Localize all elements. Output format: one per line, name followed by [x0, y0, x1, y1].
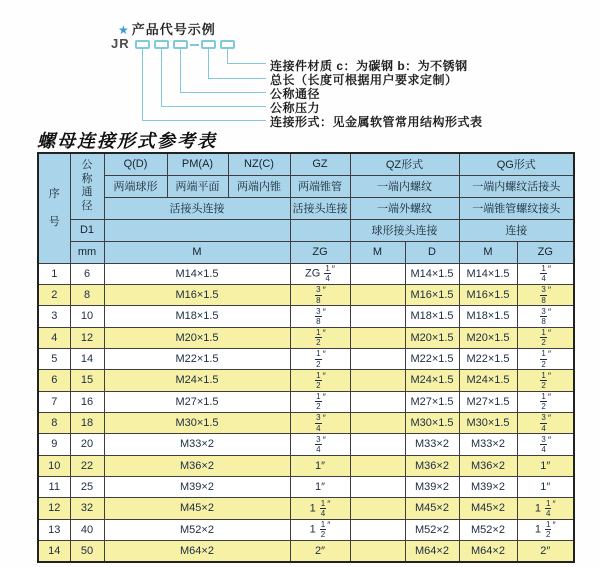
m-cell: M64×2 [104, 540, 290, 562]
m-cell: M16×1.5 [104, 284, 290, 305]
qz-m-cell [350, 370, 405, 391]
seq-cell: 7 [38, 391, 70, 412]
dn-cell: 22 [70, 455, 104, 476]
qg-m-cell: M30×1.5 [459, 412, 517, 433]
table-row [38, 455, 574, 476]
m-cell: M45×2 [104, 498, 290, 519]
header-col-qg: QG形式 [459, 153, 574, 175]
seq-cell: 11 [38, 476, 70, 497]
m-cell: M14×1.5 [104, 263, 290, 284]
qz-m-cell [350, 412, 405, 433]
inch-mark: ″ [322, 349, 326, 360]
header-empty [290, 219, 350, 241]
dn-cell: 20 [70, 434, 104, 455]
connector-line [180, 92, 266, 93]
star-icon: ★ [118, 23, 130, 37]
zg-cell [290, 434, 350, 455]
table-row [38, 327, 574, 348]
qz-d-cell: M27×1.5 [405, 391, 459, 412]
zg-cell: 1 $\frac{1}{2}$ ″ [290, 519, 350, 540]
qz-d-cell: M14×1.5 [405, 263, 459, 284]
qg-m-cell: M20×1.5 [459, 327, 517, 348]
zg-cell [290, 348, 350, 369]
dn-cell: 18 [70, 412, 104, 433]
fraction-value: $\frac{1}{2}$ [316, 370, 321, 390]
fraction-value: $\frac{3}{8}$ [316, 306, 321, 326]
fraction-value: $\frac{1}{2}$ [316, 349, 321, 369]
header-qg-m: M [459, 241, 517, 263]
seq-cell: 4 [38, 327, 70, 348]
m-cell: M27×1.5 [104, 391, 290, 412]
dn-cell: 14 [70, 348, 104, 369]
table-header [38, 153, 574, 263]
dn-cell: 12 [70, 327, 104, 348]
fraction-value: $\frac{3}{4}$ [316, 413, 321, 433]
inch-mark: ″ [322, 434, 326, 445]
qg-zg-cell [517, 434, 574, 455]
fraction-value: $\frac{1}{4}$ [320, 498, 326, 518]
inch-mark: ″ [552, 498, 556, 509]
code-box-5 [220, 40, 235, 49]
table-row [38, 284, 574, 305]
fraction-value: $\frac{3}{4}$ [316, 434, 321, 454]
qg-m-cell: M22×1.5 [459, 348, 517, 369]
seq-cell: 1 [38, 263, 70, 284]
fraction-value: $\frac{1}{4}$ [541, 263, 546, 284]
fraction-value: $\frac{3}{8}$ [541, 285, 546, 305]
header-pm-sub: 两端平面 [167, 175, 228, 197]
table-row [38, 412, 574, 433]
header-zg: ZG [290, 241, 350, 263]
qg-zg-cell [517, 263, 574, 284]
seq-cell: 6 [38, 370, 70, 391]
table-body [38, 263, 574, 562]
m-cell: M52×2 [104, 519, 290, 540]
qg-zg-cell [517, 412, 574, 433]
qz-m-cell [350, 263, 405, 284]
qz-d-cell: M18×1.5 [405, 306, 459, 327]
zg-cell [290, 412, 350, 433]
table-row [38, 434, 574, 455]
diagram-heading-text: 产品代号示例 [131, 22, 216, 37]
m-cell: M36×2 [104, 455, 290, 476]
fraction-value: $\frac{1}{2}$ [316, 328, 321, 348]
qg-zg-cell: 1 $\frac{1}{2}$ ″ [517, 519, 574, 540]
code-box-1 [135, 40, 150, 49]
connector-line [142, 49, 143, 120]
fraction-value: $\frac{1}{2}$ [316, 392, 321, 412]
inch-mark: ″ [327, 520, 331, 531]
fraction-value: $\frac{1}{2}$ [541, 349, 546, 369]
header-qz-m: M [350, 241, 405, 263]
zg-cell: 1 $\frac{1}{4}$ ″ [290, 498, 350, 519]
dn-cell: 25 [70, 476, 104, 497]
inch-mark: ″ [547, 349, 552, 360]
zg-cell [290, 370, 350, 391]
table-row [38, 306, 574, 327]
zg-cell [290, 284, 350, 305]
table-title: 螺母连接形式参考表 [37, 131, 217, 151]
qz-d-cell: M30×1.5 [405, 412, 459, 433]
dn-cell: 15 [70, 370, 104, 391]
qg-zg-cell [517, 306, 574, 327]
qg-m-cell: M27×1.5 [459, 391, 517, 412]
header-union-conn: 活接头连接 [104, 197, 290, 219]
qg-zg-cell [517, 391, 574, 412]
qz-d-cell: M52×2 [405, 519, 459, 540]
header-qz-sub1: 一端内螺纹 [350, 175, 459, 197]
m-cell: M33×2 [104, 434, 290, 455]
qz-d-cell: M22×1.5 [405, 348, 459, 369]
header-nz-sub: 两端内锥 [228, 175, 290, 197]
qg-m-cell: M45×2 [459, 498, 517, 519]
fraction-value: $\frac{3}{4}$ [541, 413, 546, 433]
qz-d-cell: M36×2 [405, 455, 459, 476]
header-qg-conn: 连接 [459, 219, 574, 241]
qg-m-cell: M39×2 [459, 476, 517, 497]
zg-cell: ZG $\frac{1}{4}$ ″ [290, 263, 350, 284]
code-label-length: 总长（长度可根据用户要求定制） [270, 73, 458, 87]
qz-d-cell: M20×1.5 [405, 327, 459, 348]
code-box-3 [173, 40, 188, 49]
table-row [38, 540, 574, 562]
zg-cell: 2″ [290, 540, 350, 562]
qz-m-cell [350, 540, 405, 562]
code-label-diameter: 公称通径 [270, 87, 321, 101]
header-gz-conn: 活接头连接 [290, 197, 350, 219]
fraction-value: $\frac{3}{4}$ [541, 434, 546, 454]
qz-m-cell [350, 306, 405, 327]
inch-mark: ″ [322, 413, 326, 424]
connector-line [161, 106, 266, 107]
connector-line [161, 49, 162, 106]
qz-m-cell [350, 391, 405, 412]
seq-cell: 3 [38, 306, 70, 327]
header-col-q: Q(D) [104, 153, 167, 175]
fraction-value: $\frac{1}{4}$ [546, 498, 551, 518]
inch-mark: ″ [547, 392, 552, 403]
qg-m-cell: M36×2 [459, 455, 517, 476]
inch-mark: ″ [547, 413, 552, 424]
code-label-connection: 连接形式：见金属软管常用结构形式表 [270, 115, 483, 129]
m-cell: M24×1.5 [104, 370, 290, 391]
fraction-value: $\frac{3}{8}$ [316, 285, 321, 305]
connector-line [208, 49, 209, 78]
seq-cell: 13 [38, 519, 70, 540]
header-qg-zg: ZG [517, 241, 574, 263]
dn-cell: 50 [70, 540, 104, 562]
qg-m-cell: M33×2 [459, 434, 517, 455]
inch-mark: ″ [547, 370, 552, 381]
m-cell: M18×1.5 [104, 306, 290, 327]
inch-mark: ″ [547, 306, 552, 317]
m-cell: M22×1.5 [104, 348, 290, 369]
header-qz-conn: 球形接头连接 [350, 219, 459, 241]
connector-line [208, 78, 266, 79]
header-col-gz: GZ [290, 153, 350, 175]
inch-mark: ″ [552, 520, 556, 531]
header-gz-sub: 两端锥管 [290, 175, 350, 197]
qg-zg-cell: 2″ [517, 540, 574, 562]
inch-mark: ″ [327, 498, 331, 509]
header-qz-d: D [405, 241, 459, 263]
code-box-2 [154, 40, 169, 49]
code-label-material: 连接件材质 c：为碳钢 b：为不锈钢 [270, 59, 468, 73]
fraction-value: $\frac{1}{2}$ [320, 520, 326, 540]
qg-m-cell: M24×1.5 [459, 370, 517, 391]
qg-zg-cell [517, 327, 574, 348]
qg-zg-cell: 1″ [517, 455, 574, 476]
fraction-value: $\frac{1}{2}$ [541, 328, 546, 348]
qz-m-cell [350, 434, 405, 455]
table-row [38, 348, 574, 369]
zg-cell: 1″ [290, 455, 350, 476]
dn-cell: 40 [70, 519, 104, 540]
qz-m-cell [350, 476, 405, 497]
connector-line [142, 120, 266, 121]
header-qz-sub2: 一端外螺纹 [350, 197, 459, 219]
qz-d-cell: M39×2 [405, 476, 459, 497]
table-row [38, 476, 574, 497]
seq-cell: 2 [38, 284, 70, 305]
dn-cell: 10 [70, 306, 104, 327]
qg-m-cell: M16×1.5 [459, 284, 517, 305]
dn-cell: 16 [70, 391, 104, 412]
table-row [38, 498, 574, 519]
code-box-4 [201, 40, 216, 49]
zg-cell [290, 306, 350, 327]
header-col-qz: QZ形式 [350, 153, 459, 175]
table-row [38, 370, 574, 391]
inch-mark: ″ [547, 285, 552, 296]
header-col-pm: PM(A) [167, 153, 228, 175]
seq-cell: 14 [38, 540, 70, 562]
qz-m-cell [350, 327, 405, 348]
qz-m-cell [350, 348, 405, 369]
qg-m-cell: M64×2 [459, 540, 517, 562]
header-mm: mm [70, 241, 104, 263]
qz-d-cell: M64×2 [405, 540, 459, 562]
qz-d-cell: M24×1.5 [405, 370, 459, 391]
connector-line [180, 49, 181, 92]
fraction-value: $\frac{1}{4}$ [325, 263, 330, 284]
zg-cell: 1″ [290, 476, 350, 497]
dn-cell: 32 [70, 498, 104, 519]
header-qg-sub1: 一端内螺纹活接头 [459, 175, 574, 197]
qg-m-cell: M52×2 [459, 519, 517, 540]
qz-d-cell: M16×1.5 [405, 284, 459, 305]
header-d1: D1 [70, 219, 104, 241]
header-qg-sub2: 一端锥管螺纹接头 [459, 197, 574, 219]
connector-line [227, 49, 228, 63]
inch-mark: ″ [322, 370, 326, 381]
fraction-value: $\frac{1}{2}$ [541, 370, 546, 390]
connector-line [227, 63, 266, 64]
table-row [38, 519, 574, 540]
header-dn: 公称通径 [70, 153, 104, 219]
code-prefix: JR [111, 36, 130, 51]
qz-m-cell [350, 498, 405, 519]
qz-m-cell [350, 284, 405, 305]
qg-zg-cell: 1 $\frac{1}{4}$ ″ [517, 498, 574, 519]
code-dash [190, 44, 199, 46]
qg-zg-cell [517, 348, 574, 369]
fraction-value: $\frac{1}{2}$ [546, 520, 551, 540]
m-cell: M20×1.5 [104, 327, 290, 348]
zg-cell [290, 391, 350, 412]
inch-mark: ″ [322, 328, 326, 339]
nut-connection-table [37, 152, 575, 563]
seq-cell: 8 [38, 412, 70, 433]
qz-d-cell: M45×2 [405, 498, 459, 519]
qg-zg-cell: 1″ [517, 476, 574, 497]
m-cell: M30×1.5 [104, 412, 290, 433]
dn-cell: 8 [70, 284, 104, 305]
qg-zg-cell [517, 370, 574, 391]
header-m: M [104, 241, 290, 263]
code-label-pressure: 公称压力 [270, 101, 321, 115]
table-row [38, 391, 574, 412]
qg-m-cell: M18×1.5 [459, 306, 517, 327]
header-seq: 序号 [38, 153, 70, 263]
inch-mark: ″ [547, 434, 552, 445]
header-q-sub: 两端球形 [104, 175, 167, 197]
inch-mark: ″ [322, 392, 326, 403]
qz-m-cell [350, 519, 405, 540]
seq-cell: 12 [38, 498, 70, 519]
m-cell: M39×2 [104, 476, 290, 497]
seq-cell: 10 [38, 455, 70, 476]
fraction-value: $\frac{1}{2}$ [541, 392, 546, 412]
inch-mark: ″ [322, 306, 326, 317]
inch-mark: ″ [547, 263, 552, 274]
diagram-heading [118, 19, 216, 38]
qz-m-cell [350, 455, 405, 476]
dn-cell: 6 [70, 263, 104, 284]
inch-mark: ″ [331, 263, 335, 274]
inch-mark: ″ [547, 328, 552, 339]
qg-m-cell: M14×1.5 [459, 263, 517, 284]
header-col-nz: NZ(C) [228, 153, 290, 175]
inch-mark: ″ [322, 285, 326, 296]
seq-cell: 9 [38, 434, 70, 455]
table-row [38, 263, 574, 284]
seq-cell: 5 [38, 348, 70, 369]
fraction-value: $\frac{3}{8}$ [541, 306, 546, 326]
header-empty [104, 219, 290, 241]
qz-d-cell: M33×2 [405, 434, 459, 455]
zg-cell [290, 327, 350, 348]
qg-zg-cell [517, 284, 574, 305]
